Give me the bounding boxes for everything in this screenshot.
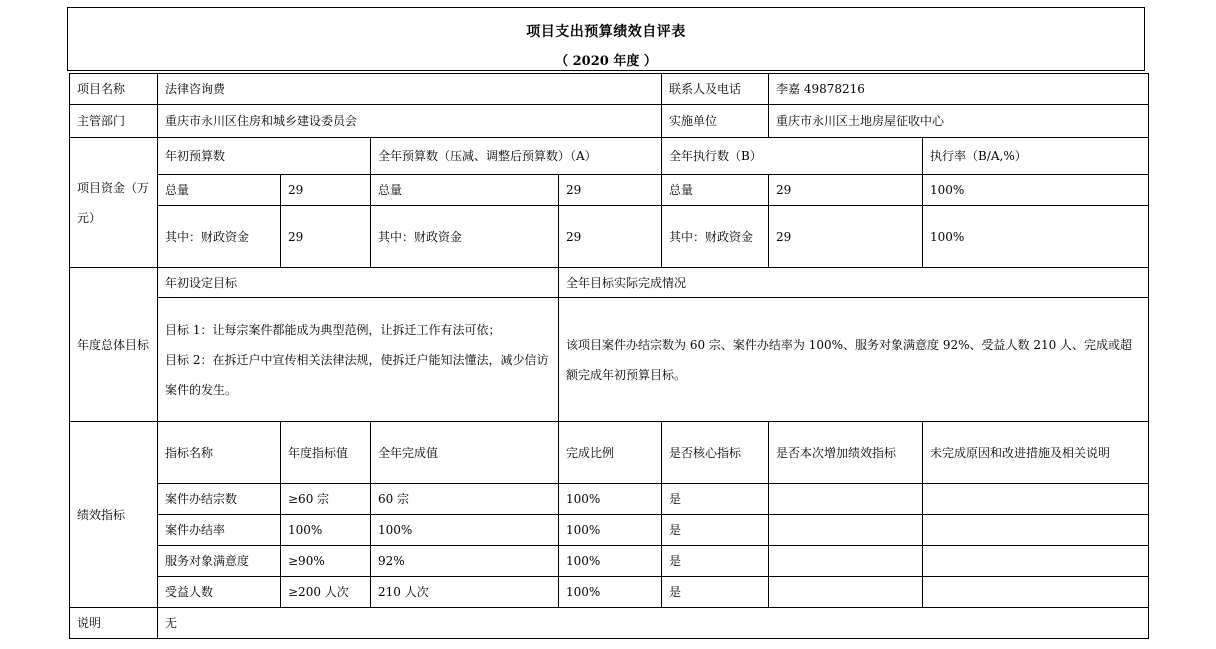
dept-value: 重庆市永川区住房和城乡建设委员会: [158, 105, 662, 138]
ind-target: ≥200 人次: [281, 577, 371, 608]
ind-core: 是: [662, 515, 769, 546]
ind-core: 是: [662, 546, 769, 577]
ind-name: 案件办结率: [158, 515, 281, 546]
goals-label: 年度总体目标: [70, 268, 158, 422]
funds-total-row: [70, 175, 1149, 206]
ind-target: ≥90%: [281, 546, 371, 577]
funds-total-exec-label: 总量: [662, 175, 769, 206]
ind-core: 是: [662, 484, 769, 515]
ind-added: [769, 515, 923, 546]
contact-value: 李嘉 49878216: [769, 74, 1149, 105]
dept-info-row: [70, 105, 1149, 138]
funds-fiscal-annual-label: 其中：财政资金: [371, 206, 559, 268]
funds-header-row: [70, 138, 1149, 175]
ind-actual: 210 人次: [371, 577, 559, 608]
funds-total-annual: 29: [559, 175, 662, 206]
ind-name: 服务对象满意度: [158, 546, 281, 577]
ind-name: 受益人数: [158, 577, 281, 608]
impl-label: 实施单位: [662, 105, 769, 138]
funds-total-rate: 100%: [923, 175, 1149, 206]
ind-added: [769, 484, 923, 515]
page-title: 项目支出预算绩效自评表: [526, 24, 686, 40]
ind-header-added: 是否本次增加绩效指标: [769, 422, 923, 484]
ind-target: ≥60 宗: [281, 484, 371, 515]
goals-header-row: [70, 268, 1149, 298]
ind-name: 案件办结宗数: [158, 484, 281, 515]
funds-col-rate: 执行率（B/A,%）: [923, 138, 1149, 175]
goals-content-row: [70, 298, 1149, 422]
ind-actual: 100%: [371, 515, 559, 546]
ind-actual: 60 宗: [371, 484, 559, 515]
goals-col-actual: 全年目标实际完成情况: [559, 268, 1149, 298]
ind-header-ratio: 完成比例: [559, 422, 662, 484]
funds-fiscal-annual: 29: [559, 206, 662, 268]
dept-label: 主管部门: [70, 105, 158, 138]
ind-core: 是: [662, 577, 769, 608]
ind-reason: [923, 515, 1149, 546]
project-info-row: [70, 74, 1149, 105]
table-row: [70, 546, 1149, 577]
ind-reason: [923, 577, 1149, 608]
contact-label: 联系人及电话: [662, 74, 769, 105]
goals-set-text: 目标 1：让每宗案件都能成为典型范例，让拆迁工作有法可依； 目标 2：在拆迁户中宣传相关法律法规，使拆迁户能知法懂法，减少信访案件的发生。: [158, 298, 559, 422]
funds-col-initial: 年初预算数: [158, 138, 371, 175]
funds-fiscal-rate: 100%: [923, 206, 1149, 268]
goals-actual-text: 该项目案件办结宗数为 60 宗、案件办结率为 100%、服务对象满意度 92%、受益人数 210 人、完成或超额完成年初预算目标。: [559, 298, 1149, 422]
ind-ratio: 100%: [559, 484, 662, 515]
funds-total-annual-label: 总量: [371, 175, 559, 206]
form-header: [67, 7, 1145, 71]
ind-target: 100%: [281, 515, 371, 546]
table-row: [70, 577, 1149, 608]
page-subtitle: （ 2020 年度 ）: [555, 54, 657, 69]
ind-header-core: 是否核心指标: [662, 422, 769, 484]
note-row: [70, 608, 1149, 639]
indicators-header-row: [70, 422, 1149, 484]
table-row: [70, 484, 1149, 515]
funds-fiscal-initial: 29: [281, 206, 371, 268]
ind-reason: [923, 484, 1149, 515]
funds-fiscal-exec: 29: [769, 206, 923, 268]
goals-col-set: 年初设定目标: [158, 268, 559, 298]
impl-value: 重庆市永川区土地房屋征收中心: [769, 105, 1149, 138]
ind-ratio: 100%: [559, 546, 662, 577]
funds-col-exec: 全年执行数（B）: [662, 138, 923, 175]
ind-added: [769, 577, 923, 608]
ind-header-name: 指标名称: [158, 422, 281, 484]
note-value: 无: [158, 608, 1149, 639]
project-name-value: 法律咨询费: [158, 74, 662, 105]
ind-actual: 92%: [371, 546, 559, 577]
funds-total-exec: 29: [769, 175, 923, 206]
table-row: [70, 515, 1149, 546]
ind-added: [769, 546, 923, 577]
ind-ratio: 100%: [559, 577, 662, 608]
funds-fiscal-exec-label: 其中：财政资金: [662, 206, 769, 268]
ind-header-target: 年度指标值: [281, 422, 371, 484]
ind-reason: [923, 546, 1149, 577]
ind-header-reason: 未完成原因和改进措施及相关说明: [923, 422, 1149, 484]
funds-fiscal-row: [70, 206, 1149, 268]
funds-total-label: 总量: [158, 175, 281, 206]
funds-label: 项目资金（万元）: [70, 138, 158, 268]
indicators-label: 绩效指标: [70, 422, 158, 608]
funds-total-initial: 29: [281, 175, 371, 206]
self-evaluation-table: [69, 73, 1149, 639]
ind-header-actual: 全年完成值: [371, 422, 559, 484]
note-label: 说明: [70, 608, 158, 639]
ind-ratio: 100%: [559, 515, 662, 546]
funds-fiscal-label: 其中：财政资金: [158, 206, 281, 268]
project-name-label: 项目名称: [70, 74, 158, 105]
funds-col-annual: 全年预算数（压减、调整后预算数）（A）: [371, 138, 662, 175]
